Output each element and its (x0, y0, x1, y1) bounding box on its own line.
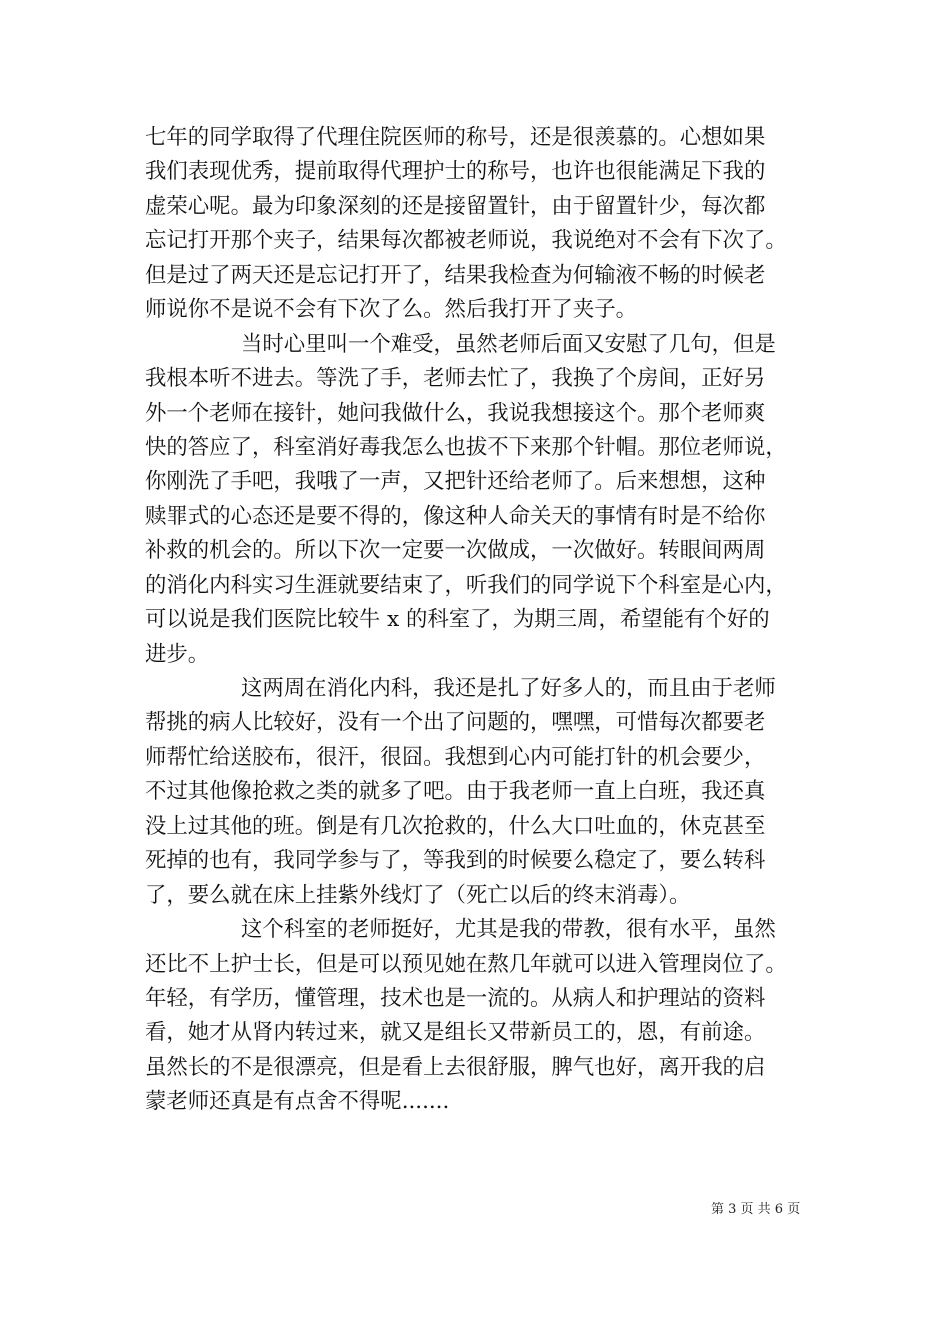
text-line: 的消化内科实习生涯就要结束了，听我们的同学说下个科室是心内， (145, 572, 787, 598)
text-line: 我根本听不进去。等洗了手，老师去忙了，我换了个房间，正好另 (145, 366, 766, 392)
text-line: 蒙老师还真是有点舍不得呢....... (145, 1089, 450, 1115)
text-line: 赎罪式的心态还是要不得的，像这种人命关天的事情有时是不给你 (145, 503, 766, 529)
paragraph-start-line: 这个科室的老师挺好，尤其是我的带教，很有水平，虽然 (241, 917, 776, 943)
text-line: 补救的机会的。所以下次一定要一次做成，一次做好。转眼间两周 (145, 538, 766, 564)
text-line: 虽然长的不是很漂亮，但是看上去很舒服，脾气也好，离开我的启 (145, 1054, 766, 1080)
text-line: 快的答应了，科室消好毒我怎么也拔不下来那个针帽。那位老师说， (145, 434, 787, 460)
text-line: 七年的同学取得了代理住院医师的称号，还是很羡慕的。心想如果 (145, 125, 766, 150)
text-line: 我们表现优秀，提前取得代理护士的称号，也许也很能满足下我的 (145, 159, 766, 185)
text-line: 死掉的也有，我同学参与了，等我到的时候要么稳定了，要么转科 (145, 848, 766, 874)
text-line: 忘记打开那个夹子，结果每次都被老师说，我说绝对不会有下次了。 (145, 228, 787, 254)
text-line: 进步。 (145, 641, 210, 667)
body-text (145, 121, 810, 1120)
text-line: 没上过其他的班。倒是有几次抢救的，什么大口吐血的，休克甚至 (145, 813, 766, 839)
text-line: 可以说是我们医院比较牛 x 的科室了，为期三周，希望能有个好的 (145, 607, 770, 633)
text-line: 你刚洗了手吧，我哦了一声，又把针还给老师了。后来想想，这种 (145, 469, 766, 495)
text-line: 了，要么就在床上挂紫外线灯了（死亡以后的终末消毒）。 (145, 882, 691, 908)
text-line: 但是过了两天还是忘记打开了，结果我检查为何输液不畅的时候老 (145, 262, 766, 288)
text-line: 师帮忙给送胶布，很汗，很囧。我想到心内可能打针的机会要少， (145, 744, 766, 770)
text-line: 年轻，有学历，懂管理，技术也是一流的。从病人和护理站的资料 (145, 985, 766, 1011)
text-line: 帮挑的病人比较好，没有一个出了问题的，嘿嘿，可惜每次都要老 (145, 710, 766, 736)
text-line: 师说你不是说不会有下次了么。然后我打开了夹子。 (145, 297, 637, 323)
text-line: 不过其他像抢救之类的就多了吧。由于我老师一直上白班，我还真 (145, 779, 766, 805)
paragraph-start-line: 当时心里叫一个难受，虽然老师后面又安慰了几句，但是 (241, 331, 776, 357)
page-number-footer: 第 3 页 共 6 页 (711, 1202, 801, 1217)
paragraph-start-line: 这两周在消化内科，我还是扎了好多人的，而且由于老师 (241, 676, 776, 701)
text-line: 虚荣心呢。最为印象深刻的还是接留置针，由于留置针少，每次都 (145, 193, 766, 219)
text-line: 外一个老师在接针，她问我做什么，我说我想接这个。那个老师爽 (145, 400, 766, 426)
text-line: 看，她才从肾内转过来，就又是组长又带新员工的，恩，有前途。 (145, 1020, 766, 1046)
text-line: 还比不上护士长，但是可以预见她在熬几年就可以进入管理岗位了。 (145, 951, 787, 977)
